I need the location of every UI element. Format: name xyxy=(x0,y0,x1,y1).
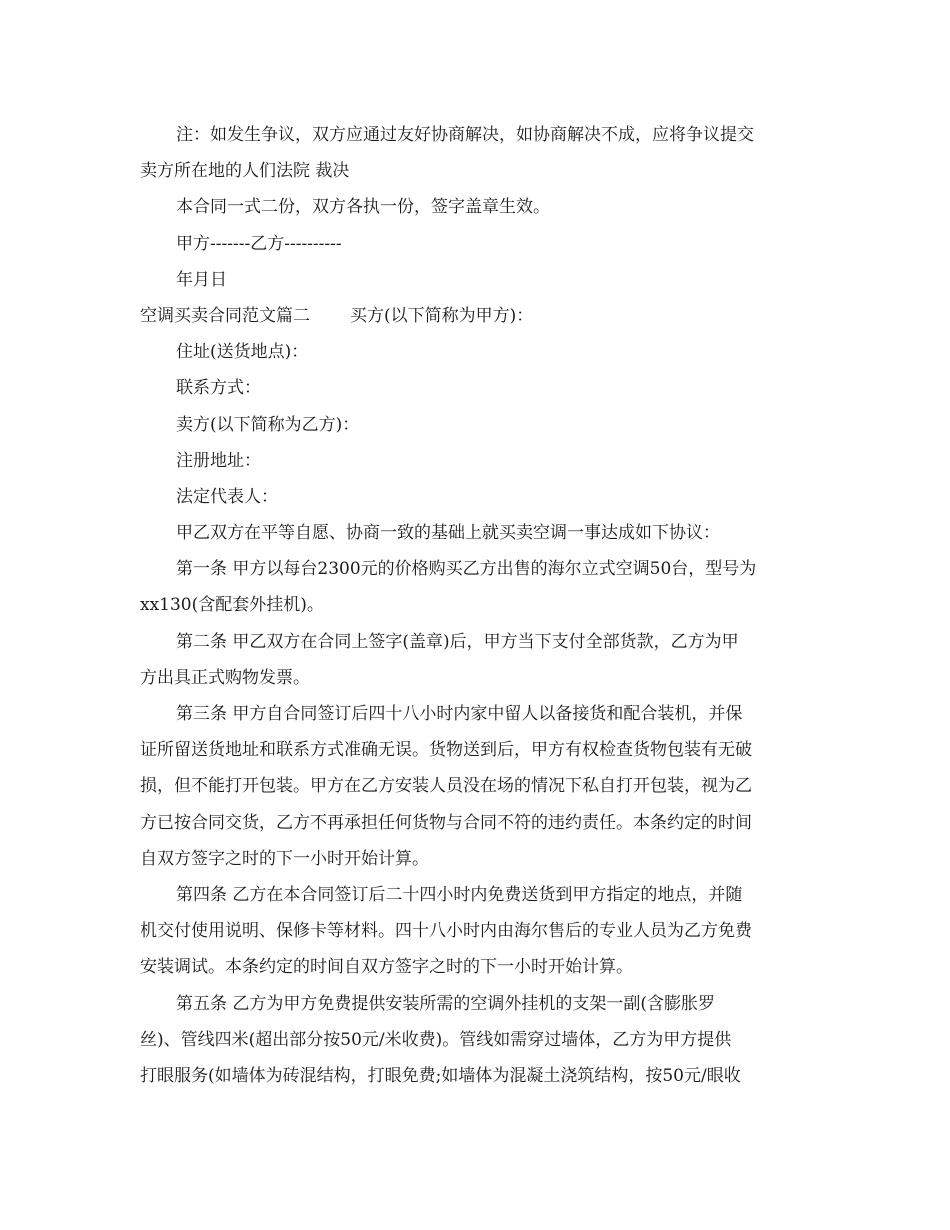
document-body xyxy=(140,117,812,1094)
text-line: 第一条 甲方以每台2300元的价格购买乙方出售的海尔立式空调50台，型号为 xyxy=(176,559,757,580)
text-line: 方已按合同交货，乙方不再承担任何货物与合同不符的违约责任。本条约定的时间 xyxy=(140,812,752,833)
text-line: 自双方签字之时的下一小时开始计算。 xyxy=(140,848,429,869)
text-line: 卖方所在地的人们法院 裁决 xyxy=(140,161,350,182)
buyer-label: 买方(以下简称为甲方)： xyxy=(350,305,534,326)
date-line: 年月日 xyxy=(176,269,227,290)
text-line: 安装调试。本条约定的时间自双方签字之时的下一小时开始计算。 xyxy=(140,957,633,978)
text-line: 丝)、管线四米(超出部分按50元/米收费)。管线如需穿过墙体，乙方为甲方提供 xyxy=(140,1029,732,1050)
text-line: 联系方式： xyxy=(176,378,261,399)
section-title: 空调买卖合同范文篇二 xyxy=(140,305,310,326)
text-line: 机交付使用说明、保修卡等材料。四十八小时内由海尔售后的专业人员为乙方免费 xyxy=(140,921,752,942)
text-line: 法定代表人： xyxy=(176,486,278,507)
text-line: 第四条 乙方在本合同签订后二十四小时内免费送货到甲方指定的地点，并随 xyxy=(176,884,743,905)
text-line: 第五条 乙方为甲方免费提供安装所需的空调外挂机的支架一副(含膨胀罗 xyxy=(176,993,716,1014)
text-line: 甲乙双方在平等自愿、协商一致的基础上就买卖空调一事达成如下协议： xyxy=(176,523,720,544)
signature-line: 甲方-------乙方---------- xyxy=(176,233,342,254)
text-line: 打眼服务(如墙体为砖混结构，打眼免费;如墙体为混凝土浇筑结构，按50元/眼收 xyxy=(140,1065,741,1086)
text-line: 本合同一式二份，双方各执一份，签字盖章生效。 xyxy=(176,197,550,218)
text-line: 证所留送货地址和联系方式准确无误。货物送到后，甲方有权检查货物包装有无破 xyxy=(140,740,752,761)
text-line: 注：如发生争议，双方应通过友好协商解决，如协商解决不成，应将争议提交 xyxy=(176,125,754,145)
text-line: 第三条 甲方自合同签订后四十八小时内家中留人以备接货和配合装机，并保 xyxy=(176,704,743,724)
text-line: 住址(送货地点)： xyxy=(176,342,309,363)
text-line: 卖方(以下简称为乙方)： xyxy=(176,414,360,435)
text-line: 注册地址： xyxy=(176,450,261,471)
text-line: 方出具正式购物发票。 xyxy=(140,667,310,688)
text-line: 损，但不能打开包装。甲方在乙方安装人员没在场的情况下私自打开包装，视为乙 xyxy=(140,776,752,797)
section-heading-line xyxy=(140,298,812,334)
text-line: 第二条 甲乙双方在合同上签字(盖章)后，甲方当下支付全部货款，乙方为甲 xyxy=(176,631,739,652)
text-line: xx130(含配套外挂机)。 xyxy=(140,595,324,616)
